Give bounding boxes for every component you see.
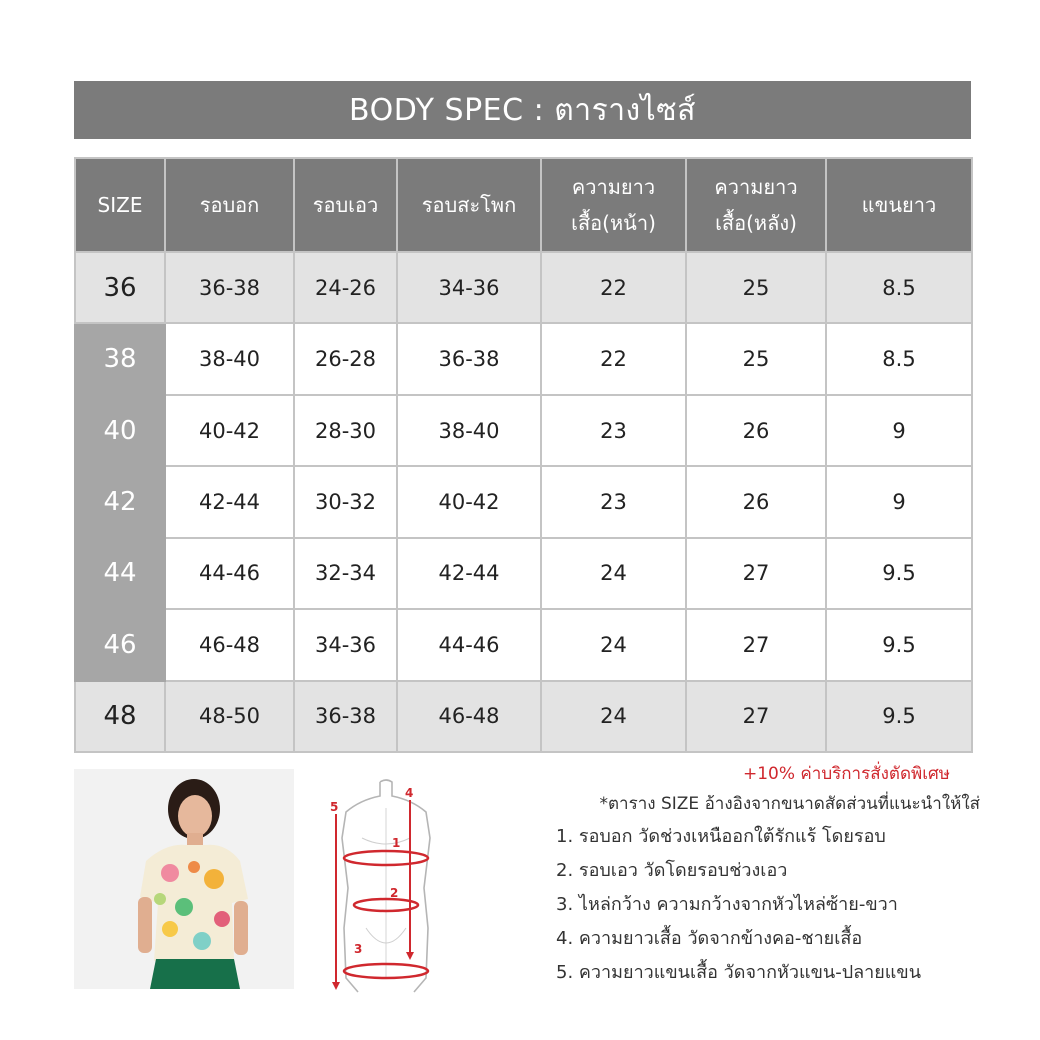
table-cell: 22 — [541, 323, 686, 394]
list-item: 2. รอบเอว วัดโดยรอบช่วงเอว — [556, 860, 788, 881]
table-cell: 26 — [686, 395, 826, 466]
table-cell: 8.5 — [826, 252, 972, 323]
header-back-length: ความยาว เสื้อ(หลัง) — [686, 158, 826, 252]
table-row — [75, 395, 972, 466]
header-size: SIZE — [75, 158, 165, 252]
size-cell: 36 — [75, 252, 165, 323]
table-cell: 30-32 — [294, 466, 397, 537]
custom-order-note: +10% ค่าบริการสั่งตัดพิเศษ — [742, 764, 950, 784]
size-cell: 38 — [75, 323, 165, 394]
diagram-label-2: 2 — [390, 886, 399, 900]
table-cell: 36-38 — [397, 323, 541, 394]
table-cell: 44-46 — [165, 538, 294, 609]
table-cell: 48-50 — [165, 681, 294, 752]
measurement-diagram — [322, 778, 452, 998]
diagram-label-5: 5 — [330, 800, 339, 814]
header-hip: รอบสะโพก — [397, 158, 541, 252]
list-item: 4. ความยาวเสื้อ วัดจากข้างคอ-ชายเสื้อ — [556, 928, 863, 949]
model-photo — [74, 769, 294, 989]
table-cell: 9 — [826, 395, 972, 466]
table-cell: 9.5 — [826, 681, 972, 752]
list-item: 1. รอบอก วัดช่วงเหนืออกใต้รักแร้ โดยรอบ — [556, 826, 886, 847]
table-cell: 42-44 — [165, 466, 294, 537]
table-cell: 23 — [541, 466, 686, 537]
table-cell: 38-40 — [165, 323, 294, 394]
diagram-label-1: 1 — [392, 836, 401, 850]
measurement-notes — [556, 822, 996, 992]
table-cell: 42-44 — [397, 538, 541, 609]
table-cell: 34-36 — [397, 252, 541, 323]
size-cell: 46 — [75, 609, 165, 680]
table-cell: 22 — [541, 252, 686, 323]
header-chest: รอบอก — [165, 158, 294, 252]
table-cell: 38-40 — [397, 395, 541, 466]
table-cell: 9.5 — [826, 538, 972, 609]
table-cell: 32-34 — [294, 538, 397, 609]
table-cell: 24 — [541, 681, 686, 752]
header-row — [75, 158, 972, 252]
table-cell: 8.5 — [826, 323, 972, 394]
table-cell: 27 — [686, 538, 826, 609]
table-row — [75, 466, 972, 537]
table-cell: 46-48 — [397, 681, 541, 752]
table-cell: 23 — [541, 395, 686, 466]
table-cell: 27 — [686, 609, 826, 680]
table-row — [75, 681, 972, 752]
table-cell: 24-26 — [294, 252, 397, 323]
table-cell: 9.5 — [826, 609, 972, 680]
table-cell: 34-36 — [294, 609, 397, 680]
table-cell: 36-38 — [165, 252, 294, 323]
table-cell: 25 — [686, 323, 826, 394]
table-cell: 24 — [541, 538, 686, 609]
table-cell: 36-38 — [294, 681, 397, 752]
body-outline-icon — [322, 778, 452, 998]
table-cell: 24 — [541, 609, 686, 680]
size-cell: 42 — [75, 466, 165, 537]
table-cell: 28-30 — [294, 395, 397, 466]
table-cell: 46-48 — [165, 609, 294, 680]
table-cell: 26 — [686, 466, 826, 537]
diagram-label-4: 4 — [405, 786, 414, 800]
table-cell: 40-42 — [165, 395, 294, 466]
page-title: BODY SPEC : ตารางไซส์ — [74, 81, 971, 139]
size-cell: 40 — [75, 395, 165, 466]
table-row — [75, 609, 972, 680]
model-illustration — [74, 769, 294, 989]
table-cell: 26-28 — [294, 323, 397, 394]
table-cell: 44-46 — [397, 609, 541, 680]
header-front-length: ความยาว เสื้อ(หน้า) — [541, 158, 686, 252]
header-waist: รอบเอว — [294, 158, 397, 252]
table-row — [75, 538, 972, 609]
list-item: 3. ไหล่กว้าง ความกว้างจากหัวไหล่ซ้าย-ขวา — [556, 894, 898, 915]
table-cell: 27 — [686, 681, 826, 752]
table-row — [75, 252, 972, 323]
size-reference-note: *ตาราง SIZE อ้างอิงจากขนาดสัดส่วนที่แนะนำให้ใส่ — [599, 794, 980, 814]
list-item: 5. ความยาวแขนเสื้อ วัดจากหัวแขน-ปลายแขน — [556, 962, 922, 983]
table-cell: 9 — [826, 466, 972, 537]
size-cell: 48 — [75, 681, 165, 752]
size-chart-table — [74, 157, 973, 753]
header-sleeve: แขนยาว — [826, 158, 972, 252]
table-cell: 25 — [686, 252, 826, 323]
size-cell: 44 — [75, 538, 165, 609]
table-cell: 40-42 — [397, 466, 541, 537]
table-row — [75, 323, 972, 394]
diagram-label-3: 3 — [354, 942, 363, 956]
